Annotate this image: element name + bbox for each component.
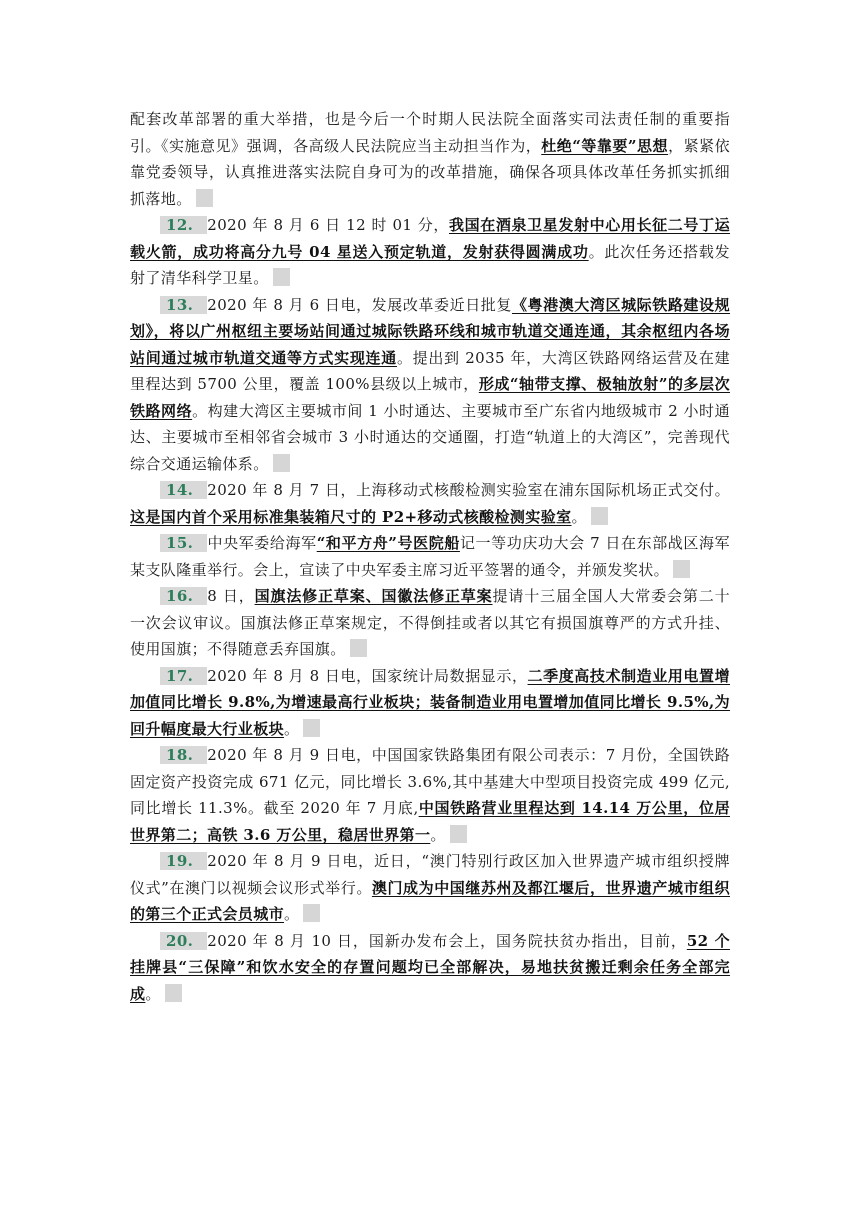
item-number: 20. bbox=[160, 932, 207, 950]
news-paragraph bbox=[130, 292, 730, 478]
item-number: 14. bbox=[160, 481, 207, 499]
document-page bbox=[130, 106, 730, 1007]
item-number: 15. bbox=[160, 534, 207, 552]
body-text: 。 bbox=[145, 984, 161, 1003]
key-point: 二季度高技术制造业用电置增加值同比增长 9.8%,为增速最高行业板块；装备制造业用电置增加值同比增长 9.5%,为回升幅度最大行业板块 bbox=[130, 666, 730, 738]
body-text: 。构建大湾区主要城市间 1 小时通达、主要城市至广东省内地级城市 2 小时通达、主要城市至相邻省会城市 3 小时通达的交通圈，打造“轨道上的大湾区”，完善现代综合交通运输体系。 bbox=[130, 401, 730, 473]
body-text: 2020 年 8 月 7 日，上海移动式核酸检测实验室在浦东国际机场正式交付。 bbox=[207, 481, 730, 499]
body-text: ，紧紧依靠党委领导，认真推进落实法院自身可为的改革措施，确保各项具体改革任务抓实抓细抓落地。 bbox=[130, 136, 731, 208]
end-marker bbox=[350, 639, 367, 657]
news-paragraph bbox=[130, 583, 730, 663]
body-text: 。提出到 2035 年，大湾区铁路网络运营及在建里程达到 5700 公里，覆盖 100%县级以上城市， bbox=[130, 348, 730, 393]
news-paragraph bbox=[130, 530, 730, 583]
body-text: 8 日， bbox=[207, 587, 255, 605]
item-number: 16. bbox=[160, 587, 207, 605]
body-text: 。 bbox=[284, 905, 300, 923]
body-text: 提请十三届全国人大常委会第二十一次会议审议。国旗法修正草案规定，不得倒挂或者以其它有损国旗尊严的方式升挂、使用国旗；不得随意丢弃国旗。 bbox=[130, 587, 730, 658]
item-number: 18. bbox=[160, 746, 207, 764]
news-paragraph bbox=[130, 848, 730, 928]
key-point: 这是国内首个采用标准集装箱尺寸的 P2+移动式核酸检测实验室 bbox=[130, 507, 572, 526]
body-text: 。此次任务还搭载发射了清华科学卫星。 bbox=[130, 242, 730, 287]
body-text: 2020 年 8 月 9 日电，中国国家铁路集团有限公司表示：7 月份，全国铁路固定资产投资完成 671 亿元，同比增长 3.6%,其中基建大中型项目投资完成 499 亿元,同比增长 11.3%。截至 2020 年 7 月底, bbox=[130, 746, 730, 817]
item-number: 13. bbox=[160, 296, 207, 314]
end-marker bbox=[273, 268, 290, 286]
key-point: 澳门成为中国继苏州及都江堰后，世界遗产城市组织的第三个正式会员城市 bbox=[130, 878, 730, 923]
news-paragraph bbox=[130, 477, 730, 530]
body-text: 2020 年 8 月 8 日电，国家统计局数据显示， bbox=[207, 666, 528, 685]
key-point: 我国在酒泉卫星发射中心用长征二号丁运载火箭，成功将高分九号 04 星送入预定轨道，发射获得圆满成功 bbox=[130, 216, 730, 261]
key-point: 形成“轴带支撑、极轴放射”的多层次铁路网络 bbox=[130, 375, 730, 420]
body-text: 2020 年 8 月 10 日，国新办发布会上，国务院扶贫办指出，目前， bbox=[207, 931, 687, 950]
body-text: 。 bbox=[430, 825, 446, 844]
item-number: 17. bbox=[160, 667, 207, 685]
end-marker bbox=[165, 984, 182, 1002]
key-point: 国旗法修正草案、国徽法修正草案 bbox=[254, 587, 493, 605]
news-paragraph bbox=[130, 212, 730, 292]
body-text: 2020 年 8 月 9 日电，近日，“澳门特别行政区加入世界遗产城市组织授牌仪式”在澳门以视频会议形式举行。 bbox=[130, 852, 730, 897]
end-marker bbox=[673, 560, 690, 578]
body-text: 2020 年 8 月 6 日电，发展改革委近日批复 bbox=[207, 295, 512, 314]
key-point: 中国铁路营业里程达到 14.14 万公里，位居世界第二；高铁 3.6 万公里，稳居世界第一 bbox=[130, 799, 730, 844]
body-text: 配套改革部署的重大举措，也是今后一个时期人民法院全面落实司法责任制的重要指引。《实施意见》强调，各高级人民法院应当主动担当作为， bbox=[130, 110, 730, 155]
body-text: 中央军委给海军 bbox=[207, 534, 317, 552]
item-number: 12. bbox=[160, 216, 207, 234]
key-point: 《粤港澳大湾区城际铁路建设规划》，将以广州枢纽主要场站间通过城际铁路环线和城市轨道交通连通，其余枢纽内各场站间通过城市轨道交通等方式实现连通 bbox=[130, 295, 730, 367]
item-number: 19. bbox=[160, 852, 207, 870]
body-text: 。 bbox=[284, 719, 300, 738]
news-paragraph bbox=[130, 928, 730, 1008]
news-paragraph bbox=[130, 663, 730, 743]
body-text: 记一等功庆功大会 7 日在东部战区海军某支队隆重举行。会上，宣读了中央军委主席习近平签署的通令，并颁发奖状。 bbox=[130, 534, 730, 579]
key-point: “和平方舟”号医院船 bbox=[316, 534, 460, 552]
key-point: 杜绝“等靠要”思想 bbox=[541, 136, 669, 155]
end-marker bbox=[303, 904, 320, 922]
end-marker bbox=[450, 825, 467, 843]
body-text: 2020 年 8 月 6 日 12 时 01 分， bbox=[207, 216, 449, 234]
end-marker bbox=[196, 189, 213, 207]
end-marker bbox=[273, 454, 290, 472]
end-marker bbox=[591, 507, 608, 525]
key-point: 52 个挂牌县“三保障”和饮水安全的存置问题均已全部解决，易地扶贫搬迁剩余任务全部完成 bbox=[130, 931, 731, 1003]
end-marker bbox=[303, 719, 320, 737]
news-paragraph bbox=[130, 106, 730, 212]
body-text: 。 bbox=[571, 507, 587, 526]
news-paragraph bbox=[130, 742, 730, 848]
